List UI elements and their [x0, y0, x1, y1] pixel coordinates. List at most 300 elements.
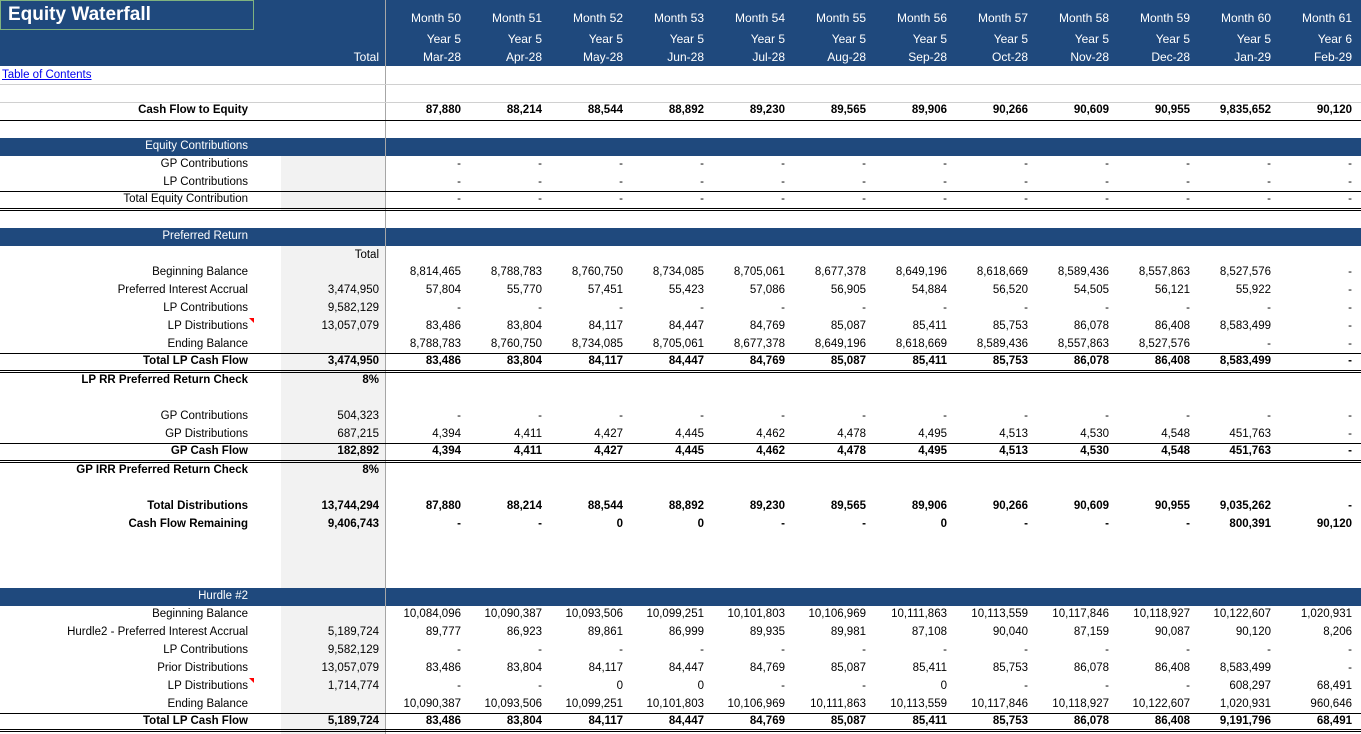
- row-value-cell[interactable]: 0: [697, 680, 704, 692]
- row-value-cell[interactable]: -: [457, 644, 461, 656]
- row-value-cell[interactable]: -: [1267, 644, 1271, 656]
- row-value-cell[interactable]: 8,649,196: [895, 266, 947, 278]
- row-total-cell[interactable]: 182,892: [337, 445, 379, 457]
- row-value-cell[interactable]: 57,086: [749, 284, 785, 296]
- row-value-cell[interactable]: 84,447: [668, 355, 704, 367]
- row-value-cell[interactable]: -: [862, 176, 866, 188]
- row-total-cell[interactable]: 687,215: [337, 428, 379, 440]
- row-value-cell[interactable]: 10,117,846: [1052, 608, 1109, 620]
- row-value-cell[interactable]: -: [1105, 410, 1109, 422]
- row-total-cell[interactable]: 13,744,294: [321, 500, 379, 512]
- row-value-cell[interactable]: 8,527,576: [1219, 266, 1271, 278]
- row-value-cell[interactable]: 4,495: [918, 428, 947, 440]
- row-value-cell[interactable]: 57,451: [587, 284, 623, 296]
- row-label[interactable]: Ending Balance: [167, 698, 248, 710]
- row-value-cell[interactable]: 89,935: [749, 626, 785, 638]
- row-value-cell[interactable]: 68,491: [1316, 715, 1352, 727]
- row-total-cell[interactable]: 3,474,950: [327, 355, 379, 367]
- row-value-cell[interactable]: 8,527,576: [1138, 338, 1190, 350]
- row-value-cell[interactable]: -: [538, 644, 542, 656]
- row-value-cell[interactable]: -: [943, 176, 947, 188]
- row-value-cell[interactable]: 83,804: [506, 320, 542, 332]
- row-value-cell[interactable]: 85,411: [912, 715, 947, 727]
- row-total-cell[interactable]: 1,714,774: [327, 680, 379, 692]
- row-value-cell[interactable]: 87,880: [425, 104, 461, 116]
- row-value-cell[interactable]: -: [943, 193, 947, 205]
- row-value-cell[interactable]: 4,411: [513, 445, 542, 457]
- row-value-cell[interactable]: -: [1186, 518, 1190, 530]
- row-label[interactable]: GP IRR Preferred Return Check: [76, 464, 248, 476]
- row-label[interactable]: LP Contributions: [163, 644, 248, 656]
- row-value-cell[interactable]: 89,565: [830, 500, 866, 512]
- row-value-cell[interactable]: 8,649,196: [814, 338, 866, 350]
- row-label[interactable]: GP Contributions: [160, 410, 248, 422]
- row-value-cell[interactable]: 10,093,506: [484, 698, 542, 710]
- row-label[interactable]: Ending Balance: [167, 338, 248, 350]
- row-value-cell[interactable]: 84,769: [749, 715, 785, 727]
- row-value-cell[interactable]: -: [1024, 518, 1028, 530]
- row-value-cell[interactable]: 4,513: [999, 445, 1028, 457]
- row-label[interactable]: LP Distributions: [167, 680, 248, 692]
- row-value-cell[interactable]: 85,087: [830, 320, 866, 332]
- row-value-cell[interactable]: 8,589,436: [1057, 266, 1109, 278]
- row-value-cell[interactable]: 0: [616, 680, 623, 692]
- row-value-cell[interactable]: -: [1024, 158, 1028, 170]
- row-value-cell[interactable]: 4,530: [1080, 428, 1109, 440]
- row-value-cell[interactable]: 8,677,378: [814, 266, 866, 278]
- row-total-cell[interactable]: 8%: [362, 464, 379, 476]
- row-value-cell[interactable]: 89,981: [830, 626, 866, 638]
- row-value-cell[interactable]: 8,705,061: [733, 266, 785, 278]
- row-value-cell[interactable]: -: [1348, 410, 1352, 422]
- row-label[interactable]: LP Contributions: [163, 176, 248, 188]
- row-value-cell[interactable]: -: [538, 302, 542, 314]
- row-value-cell[interactable]: 451,763: [1229, 445, 1271, 457]
- row-label[interactable]: Cash Flow Remaining: [128, 518, 248, 530]
- row-value-cell[interactable]: -: [457, 518, 461, 530]
- row-value-cell[interactable]: 85,753: [992, 320, 1028, 332]
- row-value-cell[interactable]: 10,099,251: [646, 608, 704, 620]
- row-value-cell[interactable]: 88,544: [587, 104, 623, 116]
- row-value-cell[interactable]: 83,486: [425, 355, 461, 367]
- row-value-cell[interactable]: -: [457, 302, 461, 314]
- row-value-cell[interactable]: -: [1186, 680, 1190, 692]
- row-value-cell[interactable]: 90,955: [1154, 500, 1190, 512]
- row-value-cell[interactable]: 8,788,783: [409, 338, 461, 350]
- row-value-cell[interactable]: -: [457, 158, 461, 170]
- row-value-cell[interactable]: -: [1024, 302, 1028, 314]
- row-label[interactable]: Total Equity Contribution: [123, 193, 248, 205]
- row-label[interactable]: Beginning Balance: [152, 266, 248, 278]
- row-value-cell[interactable]: 1,020,931: [1219, 698, 1271, 710]
- row-value-cell[interactable]: 8,583,499: [1219, 320, 1271, 332]
- row-value-cell[interactable]: -: [700, 158, 704, 170]
- row-value-cell[interactable]: -: [1105, 680, 1109, 692]
- row-total-cell[interactable]: 504,323: [337, 410, 379, 422]
- row-value-cell[interactable]: 10,084,096: [403, 608, 461, 620]
- row-value-cell[interactable]: 8,618,669: [976, 266, 1028, 278]
- row-value-cell[interactable]: 87,108: [911, 626, 947, 638]
- row-value-cell[interactable]: -: [1267, 410, 1271, 422]
- row-value-cell[interactable]: -: [1024, 680, 1028, 692]
- row-value-cell[interactable]: 68,491: [1316, 680, 1352, 692]
- row-value-cell[interactable]: -: [619, 410, 623, 422]
- row-value-cell[interactable]: 83,486: [425, 662, 461, 674]
- row-value-cell[interactable]: 85,753: [992, 355, 1028, 367]
- row-value-cell[interactable]: 8,583,499: [1219, 355, 1271, 367]
- row-value-cell[interactable]: 56,121: [1154, 284, 1190, 296]
- row-value-cell[interactable]: -: [1348, 193, 1352, 205]
- row-value-cell[interactable]: 88,892: [668, 104, 704, 116]
- row-value-cell[interactable]: 86,408: [1154, 320, 1190, 332]
- row-value-cell[interactable]: -: [619, 644, 623, 656]
- row-value-cell[interactable]: 8,618,669: [895, 338, 947, 350]
- row-value-cell[interactable]: 56,905: [830, 284, 866, 296]
- row-value-cell[interactable]: 4,548: [1161, 445, 1190, 457]
- row-value-cell[interactable]: 86,078: [1073, 320, 1109, 332]
- row-value-cell[interactable]: -: [862, 680, 866, 692]
- row-value-cell[interactable]: 87,159: [1073, 626, 1109, 638]
- row-value-cell[interactable]: 90,609: [1073, 500, 1109, 512]
- row-value-cell[interactable]: 8,734,085: [571, 338, 623, 350]
- row-value-cell[interactable]: 10,090,387: [403, 698, 461, 710]
- row-value-cell[interactable]: -: [781, 302, 785, 314]
- row-value-cell[interactable]: -: [700, 410, 704, 422]
- row-value-cell[interactable]: -: [943, 158, 947, 170]
- row-value-cell[interactable]: 10,122,607: [1132, 698, 1190, 710]
- row-value-cell[interactable]: -: [700, 193, 704, 205]
- row-value-cell[interactable]: 8,705,061: [652, 338, 704, 350]
- row-value-cell[interactable]: 85,087: [830, 355, 866, 367]
- row-value-cell[interactable]: -: [862, 302, 866, 314]
- row-value-cell[interactable]: -: [1267, 338, 1271, 350]
- row-value-cell[interactable]: 10,113,559: [971, 608, 1028, 620]
- row-total-cell[interactable]: 13,057,079: [321, 662, 379, 674]
- row-value-cell[interactable]: -: [781, 176, 785, 188]
- row-value-cell[interactable]: 55,423: [668, 284, 704, 296]
- row-value-cell[interactable]: 88,214: [506, 104, 542, 116]
- row-label[interactable]: Total Distributions: [147, 500, 248, 512]
- row-value-cell[interactable]: 90,120: [1316, 518, 1352, 530]
- row-value-cell[interactable]: -: [781, 644, 785, 656]
- row-value-cell[interactable]: 8,760,750: [571, 266, 623, 278]
- row-label[interactable]: Preferred Interest Accrual: [117, 284, 248, 296]
- row-value-cell[interactable]: -: [862, 410, 866, 422]
- row-value-cell[interactable]: 84,117: [588, 320, 623, 332]
- row-value-cell[interactable]: 83,804: [506, 715, 542, 727]
- row-value-cell[interactable]: -: [619, 193, 623, 205]
- row-value-cell[interactable]: 0: [940, 518, 947, 530]
- row-value-cell[interactable]: -: [457, 193, 461, 205]
- row-value-cell[interactable]: 86,923: [506, 626, 542, 638]
- row-value-cell[interactable]: 9,035,262: [1219, 500, 1271, 512]
- row-value-cell[interactable]: 8,760,750: [490, 338, 542, 350]
- row-value-cell[interactable]: -: [700, 302, 704, 314]
- row-value-cell[interactable]: -: [538, 680, 542, 692]
- row-value-cell[interactable]: 10,106,969: [808, 608, 866, 620]
- row-value-cell[interactable]: -: [1024, 644, 1028, 656]
- row-total-cell[interactable]: 5,189,724: [327, 626, 379, 638]
- row-value-cell[interactable]: -: [1348, 355, 1352, 367]
- row-value-cell[interactable]: 89,777: [425, 626, 461, 638]
- row-total-cell[interactable]: 9,582,129: [327, 644, 379, 656]
- row-value-cell[interactable]: -: [1348, 428, 1352, 440]
- row-value-cell[interactable]: 8,557,863: [1057, 338, 1109, 350]
- row-value-cell[interactable]: 4,478: [837, 445, 866, 457]
- row-label[interactable]: Total LP Cash Flow: [143, 715, 248, 727]
- row-value-cell[interactable]: -: [1024, 410, 1028, 422]
- row-value-cell[interactable]: 88,892: [668, 500, 704, 512]
- row-value-cell[interactable]: 90,087: [1154, 626, 1190, 638]
- row-value-cell[interactable]: -: [1024, 176, 1028, 188]
- row-value-cell[interactable]: 90,609: [1073, 104, 1109, 116]
- row-total-cell[interactable]: 9,406,743: [327, 518, 379, 530]
- row-value-cell[interactable]: -: [781, 158, 785, 170]
- row-label[interactable]: Hurdle2 - Preferred Interest Accrual: [67, 626, 248, 638]
- row-value-cell[interactable]: 55,922: [1235, 284, 1271, 296]
- row-value-cell[interactable]: 86,078: [1073, 715, 1109, 727]
- row-value-cell[interactable]: 84,769: [749, 320, 785, 332]
- row-value-cell[interactable]: -: [862, 193, 866, 205]
- row-value-cell[interactable]: 10,122,607: [1213, 608, 1271, 620]
- row-value-cell[interactable]: 89,906: [911, 104, 947, 116]
- row-value-cell[interactable]: 84,117: [588, 662, 623, 674]
- row-label[interactable]: Total LP Cash Flow: [143, 355, 248, 367]
- row-value-cell[interactable]: 4,411: [514, 428, 542, 440]
- row-value-cell[interactable]: 4,427: [594, 445, 623, 457]
- row-value-cell[interactable]: -: [457, 410, 461, 422]
- row-value-cell[interactable]: 85,411: [912, 662, 947, 674]
- row-value-cell[interactable]: 86,408: [1154, 355, 1190, 367]
- row-value-cell[interactable]: -: [1024, 193, 1028, 205]
- row-value-cell[interactable]: 84,447: [668, 662, 704, 674]
- row-value-cell[interactable]: -: [862, 644, 866, 656]
- row-value-cell[interactable]: -: [781, 410, 785, 422]
- row-value-cell[interactable]: 10,106,969: [727, 698, 785, 710]
- row-label[interactable]: LP Contributions: [163, 302, 248, 314]
- row-value-cell[interactable]: 4,394: [432, 428, 461, 440]
- row-value-cell[interactable]: 4,445: [675, 445, 704, 457]
- row-value-cell[interactable]: -: [700, 644, 704, 656]
- row-value-cell[interactable]: 8,734,085: [652, 266, 704, 278]
- row-value-cell[interactable]: 4,462: [756, 428, 785, 440]
- row-value-cell[interactable]: 451,763: [1229, 428, 1271, 440]
- row-value-cell[interactable]: -: [943, 302, 947, 314]
- row-value-cell[interactable]: 83,804: [506, 662, 542, 674]
- row-value-cell[interactable]: -: [538, 518, 542, 530]
- row-value-cell[interactable]: -: [1348, 338, 1352, 350]
- row-value-cell[interactable]: -: [457, 176, 461, 188]
- row-value-cell[interactable]: 89,230: [749, 104, 785, 116]
- row-value-cell[interactable]: 4,478: [837, 428, 866, 440]
- row-total-cell[interactable]: 9,582,129: [327, 302, 379, 314]
- row-value-cell[interactable]: 83,486: [425, 320, 461, 332]
- row-value-cell[interactable]: -: [781, 680, 785, 692]
- row-value-cell[interactable]: 10,101,803: [646, 698, 704, 710]
- row-value-cell[interactable]: 54,884: [911, 284, 947, 296]
- row-value-cell[interactable]: -: [1186, 176, 1190, 188]
- row-value-cell[interactable]: 4,548: [1161, 428, 1190, 440]
- row-value-cell[interactable]: 960,646: [1310, 698, 1352, 710]
- row-value-cell[interactable]: 0: [616, 518, 623, 530]
- row-value-cell[interactable]: 8,206: [1323, 626, 1352, 638]
- row-value-cell[interactable]: 4,394: [432, 445, 461, 457]
- row-value-cell[interactable]: -: [619, 158, 623, 170]
- row-value-cell[interactable]: 84,769: [749, 355, 785, 367]
- table-of-contents-link[interactable]: Table of Contents: [2, 69, 92, 81]
- row-value-cell[interactable]: 10,117,846: [971, 698, 1028, 710]
- row-value-cell[interactable]: 4,462: [756, 445, 785, 457]
- row-value-cell[interactable]: 90,266: [992, 500, 1028, 512]
- row-value-cell[interactable]: 0: [697, 518, 704, 530]
- row-value-cell[interactable]: -: [1348, 266, 1352, 278]
- row-value-cell[interactable]: 86,078: [1073, 355, 1109, 367]
- row-label[interactable]: Prior Distributions: [157, 662, 248, 674]
- row-value-cell[interactable]: 10,118,927: [1133, 608, 1190, 620]
- row-value-cell[interactable]: -: [1105, 193, 1109, 205]
- row-value-cell[interactable]: 10,113,559: [890, 698, 947, 710]
- row-value-cell[interactable]: 85,087: [830, 715, 866, 727]
- row-label[interactable]: GP Distributions: [165, 428, 248, 440]
- row-value-cell[interactable]: -: [862, 518, 866, 530]
- row-value-cell[interactable]: 10,118,927: [1052, 698, 1109, 710]
- row-total-cell[interactable]: 5,189,724: [327, 715, 379, 727]
- row-total-cell[interactable]: 8%: [362, 374, 379, 386]
- row-value-cell[interactable]: -: [1267, 302, 1271, 314]
- row-value-cell[interactable]: -: [1348, 662, 1352, 674]
- row-value-cell[interactable]: -: [943, 644, 947, 656]
- row-value-cell[interactable]: 89,861: [587, 626, 623, 638]
- row-value-cell[interactable]: 4,513: [999, 428, 1028, 440]
- row-value-cell[interactable]: 4,427: [594, 428, 623, 440]
- comment-marker-icon[interactable]: [249, 678, 254, 683]
- row-value-cell[interactable]: 90,040: [992, 626, 1028, 638]
- row-value-cell[interactable]: 4,495: [918, 445, 947, 457]
- row-value-cell[interactable]: -: [619, 302, 623, 314]
- row-value-cell[interactable]: 10,111,863: [891, 608, 947, 620]
- row-label[interactable]: GP Contributions: [160, 158, 248, 170]
- row-value-cell[interactable]: 86,078: [1073, 662, 1109, 674]
- row-label[interactable]: LP RR Preferred Return Check: [81, 374, 248, 386]
- row-value-cell[interactable]: 83,804: [506, 355, 542, 367]
- row-value-cell[interactable]: -: [1267, 158, 1271, 170]
- row-value-cell[interactable]: -: [1348, 445, 1352, 457]
- row-total-cell[interactable]: 3,474,950: [327, 284, 379, 296]
- row-value-cell[interactable]: 8,677,378: [733, 338, 785, 350]
- row-value-cell[interactable]: 85,753: [992, 715, 1028, 727]
- row-value-cell[interactable]: -: [862, 158, 866, 170]
- row-value-cell[interactable]: -: [457, 680, 461, 692]
- row-value-cell[interactable]: 8,788,783: [490, 266, 542, 278]
- row-value-cell[interactable]: 4,445: [675, 428, 704, 440]
- row-value-cell[interactable]: 85,753: [992, 662, 1028, 674]
- row-value-cell[interactable]: -: [781, 518, 785, 530]
- row-value-cell[interactable]: 84,769: [749, 662, 785, 674]
- row-value-cell[interactable]: 83,486: [425, 715, 461, 727]
- row-value-cell[interactable]: -: [781, 193, 785, 205]
- row-value-cell[interactable]: 88,214: [506, 500, 542, 512]
- row-value-cell[interactable]: -: [538, 410, 542, 422]
- row-value-cell[interactable]: 85,411: [912, 355, 947, 367]
- row-value-cell[interactable]: 608,297: [1229, 680, 1271, 692]
- row-value-cell[interactable]: 87,880: [425, 500, 461, 512]
- row-value-cell[interactable]: 8,583,499: [1219, 662, 1271, 674]
- row-value-cell[interactable]: 90,120: [1316, 104, 1352, 116]
- row-value-cell[interactable]: 1,020,931: [1300, 608, 1352, 620]
- row-value-cell[interactable]: -: [1105, 644, 1109, 656]
- row-value-cell[interactable]: -: [1186, 410, 1190, 422]
- row-value-cell[interactable]: 10,090,387: [484, 608, 542, 620]
- row-value-cell[interactable]: -: [1267, 193, 1271, 205]
- row-value-cell[interactable]: 9,191,796: [1219, 715, 1271, 727]
- row-label[interactable]: GP Cash Flow: [170, 445, 248, 457]
- row-value-cell[interactable]: 10,111,863: [810, 698, 866, 710]
- row-value-cell[interactable]: 89,906: [911, 500, 947, 512]
- row-value-cell[interactable]: 86,408: [1154, 715, 1190, 727]
- row-value-cell[interactable]: 4,530: [1080, 445, 1109, 457]
- row-value-cell[interactable]: 84,117: [588, 355, 623, 367]
- row-value-cell[interactable]: 89,565: [830, 104, 866, 116]
- row-value-cell[interactable]: -: [1348, 320, 1352, 332]
- row-value-cell[interactable]: 85,087: [830, 662, 866, 674]
- row-value-cell[interactable]: 10,101,803: [727, 608, 785, 620]
- row-value-cell[interactable]: -: [1348, 644, 1352, 656]
- row-value-cell[interactable]: 10,099,251: [565, 698, 623, 710]
- row-value-cell[interactable]: -: [1186, 158, 1190, 170]
- row-value-cell[interactable]: -: [1105, 158, 1109, 170]
- row-value-cell[interactable]: -: [1348, 284, 1352, 296]
- row-value-cell[interactable]: -: [1105, 176, 1109, 188]
- row-value-cell[interactable]: 55,770: [506, 284, 542, 296]
- row-value-cell[interactable]: 86,999: [668, 626, 704, 638]
- row-value-cell[interactable]: 800,391: [1229, 518, 1271, 530]
- row-value-cell[interactable]: 57,804: [425, 284, 461, 296]
- row-value-cell[interactable]: 85,411: [912, 320, 947, 332]
- row-value-cell[interactable]: -: [1105, 302, 1109, 314]
- row-value-cell[interactable]: 89,230: [749, 500, 785, 512]
- row-value-cell[interactable]: -: [619, 176, 623, 188]
- row-value-cell[interactable]: 8,589,436: [976, 338, 1028, 350]
- row-label[interactable]: Cash Flow to Equity: [138, 104, 248, 116]
- row-total-cell[interactable]: 13,057,079: [321, 320, 379, 332]
- row-value-cell[interactable]: -: [1267, 176, 1271, 188]
- row-value-cell[interactable]: 9,835,652: [1219, 104, 1271, 116]
- row-value-cell[interactable]: -: [1348, 176, 1352, 188]
- row-value-cell[interactable]: -: [943, 410, 947, 422]
- row-value-cell[interactable]: -: [700, 176, 704, 188]
- row-value-cell[interactable]: 88,544: [587, 500, 623, 512]
- row-value-cell[interactable]: 90,955: [1154, 104, 1190, 116]
- row-value-cell[interactable]: 0: [940, 680, 947, 692]
- row-value-cell[interactable]: 56,520: [992, 284, 1028, 296]
- row-value-cell[interactable]: -: [1186, 193, 1190, 205]
- row-value-cell[interactable]: 90,120: [1235, 626, 1271, 638]
- row-value-cell[interactable]: -: [538, 193, 542, 205]
- row-value-cell[interactable]: -: [1348, 500, 1352, 512]
- row-value-cell[interactable]: 84,447: [668, 320, 704, 332]
- row-value-cell[interactable]: 54,505: [1073, 284, 1109, 296]
- row-value-cell[interactable]: 90,266: [992, 104, 1028, 116]
- row-value-cell[interactable]: -: [1105, 518, 1109, 530]
- row-value-cell[interactable]: -: [1186, 302, 1190, 314]
- row-value-cell[interactable]: -: [1348, 158, 1352, 170]
- comment-marker-icon[interactable]: [249, 318, 254, 323]
- row-value-cell[interactable]: 10,093,506: [565, 608, 623, 620]
- row-value-cell[interactable]: -: [538, 176, 542, 188]
- row-value-cell[interactable]: 86,408: [1154, 662, 1190, 674]
- row-value-cell[interactable]: -: [1186, 644, 1190, 656]
- row-value-cell[interactable]: 84,117: [588, 715, 623, 727]
